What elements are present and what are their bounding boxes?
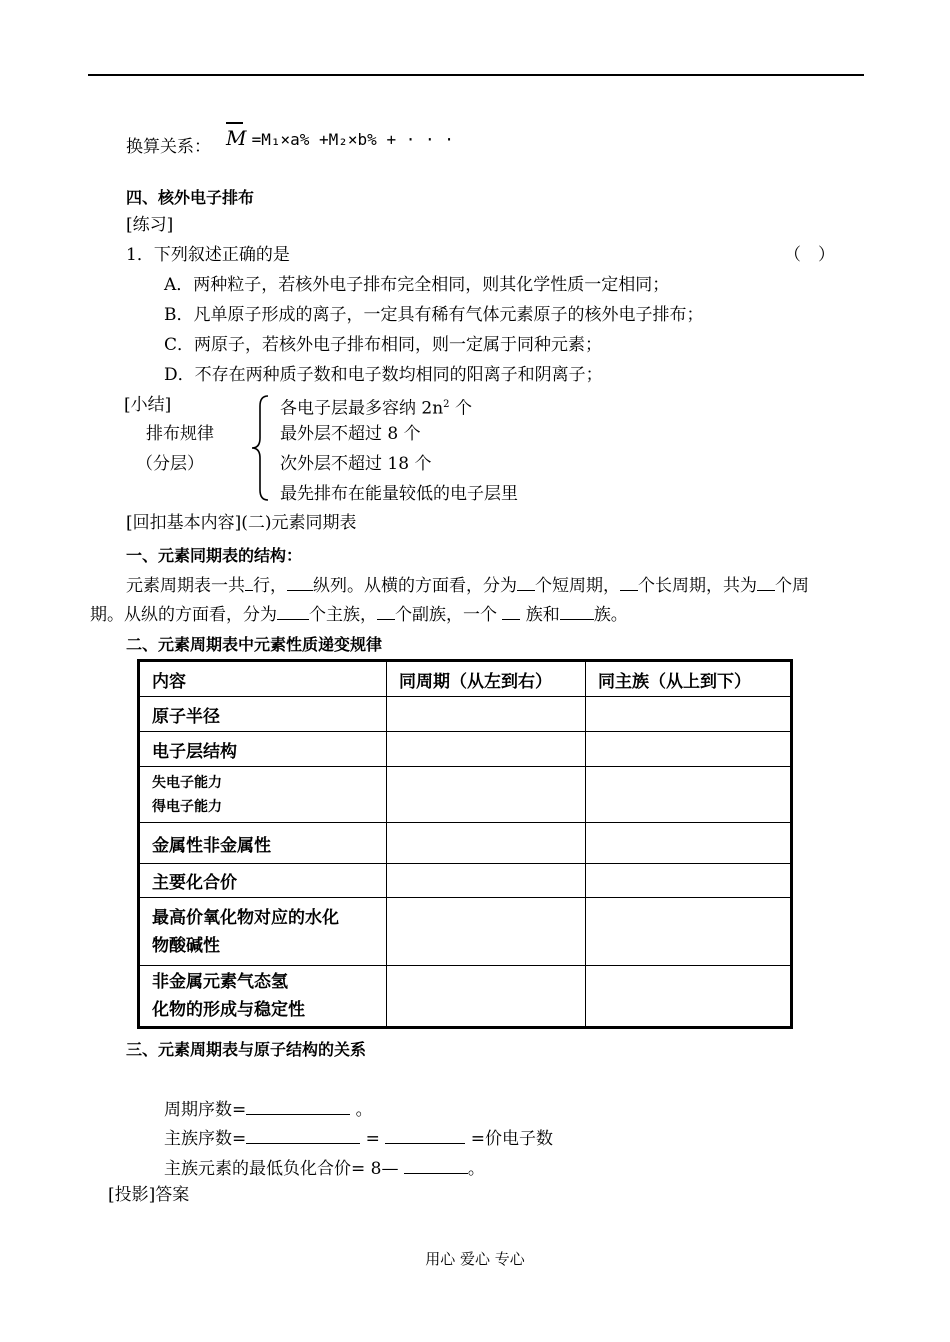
section3-heading: 三、元素周期表与原子结构的关系 xyxy=(126,1040,367,1059)
table-row xyxy=(139,767,792,823)
table-row xyxy=(139,732,792,767)
conversion-label: 换算关系： xyxy=(126,137,211,157)
table-header-row xyxy=(139,661,792,697)
row-label-valence: 主要化合价 xyxy=(139,864,387,898)
table-cell xyxy=(387,864,586,898)
rule-3: 次外层不超过 18 个 xyxy=(280,454,432,474)
row-label-metallicity: 金属性非金属性 xyxy=(139,823,387,864)
projection-answer: [投影]答案 xyxy=(108,1185,190,1205)
curly-brace-icon xyxy=(248,394,272,502)
table-cell xyxy=(586,966,792,1028)
page-footer: 用心 爱心 专心 xyxy=(425,1250,525,1268)
practice-tag: [练习] xyxy=(126,215,174,235)
option-d: D．不存在两种质子数和电子数均相同的阳离子和阴离子； xyxy=(164,365,603,385)
option-b: B．凡单原子形成的离子，一定具有稀有气体元素原子的核外电子排布； xyxy=(164,305,704,325)
summary-label-rule: 排布规律 xyxy=(146,424,214,444)
table-row xyxy=(139,823,792,864)
structure-heading: 一、元素同期表的结构： xyxy=(126,546,303,565)
rule-2: 最外层不超过 8 个 xyxy=(280,424,421,444)
lowest-valence-line: 主族元素的最低负化合价= 8— 。 xyxy=(164,1155,485,1180)
section4-heading: 四、核外电子排布 xyxy=(126,188,255,207)
group-number-line: 主族序数= = =价电子数 xyxy=(164,1125,553,1150)
table-cell xyxy=(586,697,792,732)
row-label-oxide-acidity: 最高价氧化物对应的水化 物酸碱性 xyxy=(139,898,387,966)
summary-label-layer: （分层） xyxy=(136,454,204,474)
conversion-formula xyxy=(226,126,454,150)
option-c: C．两原子，若核外电子排布相同，则一定属于同种元素； xyxy=(164,335,603,355)
table-cell xyxy=(586,767,792,823)
header-rule xyxy=(88,74,864,76)
trend-heading: 二、元素周期表中元素性质递变规律 xyxy=(126,635,383,654)
table-row xyxy=(139,697,792,732)
rule-4: 最先排布在能量较低的电子层里 xyxy=(280,484,518,504)
formula-expression: =M₁×a% +M₂×b% + · · · xyxy=(251,130,454,149)
period-number-line: 周期序数= 。 xyxy=(164,1096,373,1121)
answer-bracket: （ ） xyxy=(784,245,835,265)
review-line: [回扣基本内容](二)元素同期表 xyxy=(126,513,357,533)
mean-molar-mass-symbol: M xyxy=(226,126,246,150)
table-cell xyxy=(586,898,792,966)
table-cell xyxy=(586,864,792,898)
question-1: 1．下列叙述正确的是 xyxy=(126,245,290,265)
row-label-electron-shell: 电子层结构 xyxy=(139,732,387,767)
header-content: 内容 xyxy=(139,661,387,697)
table-cell xyxy=(387,697,586,732)
table-cell xyxy=(387,732,586,767)
table-cell xyxy=(387,966,586,1028)
table-cell xyxy=(387,898,586,966)
row-label-atomic-radius: 原子半径 xyxy=(139,697,387,732)
row-label-hydride-stability: 非金属元素气态氢 化物的形成与稳定性 xyxy=(139,966,387,1028)
rule-1: 各电子层最多容纳 $2n^2$ 个 xyxy=(280,398,472,419)
table-row xyxy=(139,864,792,898)
structure-paragraph-line1: 元素周期表一共 行， 纵列。从横的方面看，分为 个短周期， 个长周期，共为 个周 xyxy=(126,572,809,597)
table-cell xyxy=(387,823,586,864)
structure-paragraph-line2: 期。从纵的方面看，分为 个主族， 个副族，一个 族和 族。 xyxy=(90,601,628,626)
option-a: A．两种粒子，若核外电子排布完全相同，则其化学性质一定相同； xyxy=(164,275,670,295)
row-label-electron-ability: 失电子能力 得电子能力 xyxy=(139,767,387,823)
table-cell xyxy=(586,823,792,864)
periodic-trends-table xyxy=(137,659,793,1029)
header-same-period: 同周期（从左到右） xyxy=(387,661,586,697)
header-same-group: 同主族（从上到下） xyxy=(586,661,792,697)
table-cell xyxy=(586,732,792,767)
table-row xyxy=(139,898,792,966)
summary-tag: [小结] xyxy=(124,395,172,415)
table-row xyxy=(139,966,792,1028)
table-cell xyxy=(387,767,586,823)
